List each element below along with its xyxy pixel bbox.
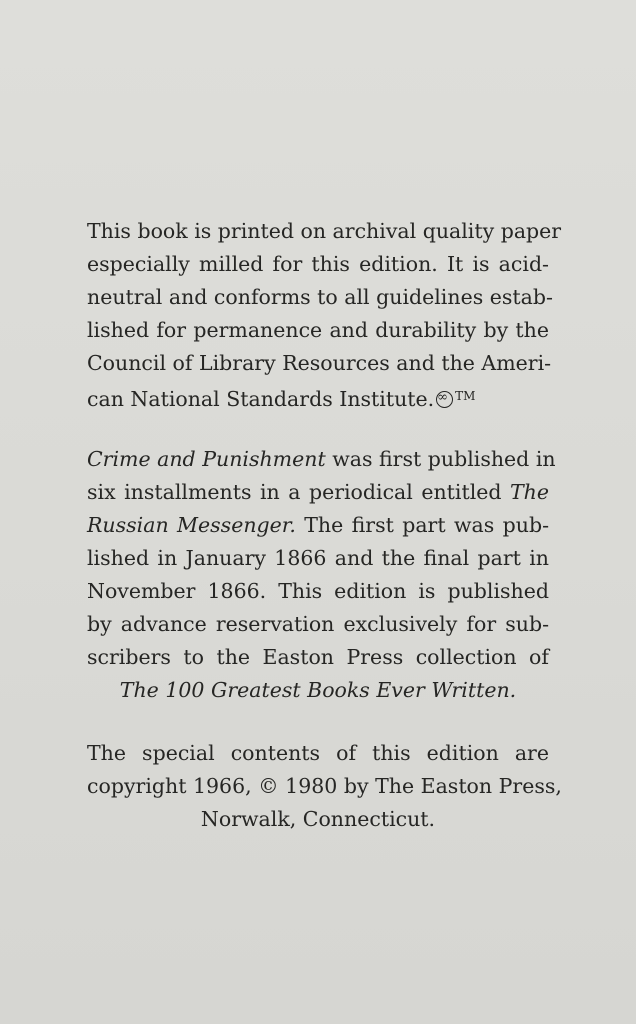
text-line [87,443,556,476]
trademark-symbol: TM [455,389,476,403]
paragraph-gap [87,707,549,737]
text-line: Council of Library Resources and the Ameri- [87,351,552,375]
text-line [87,476,549,509]
text-line: scribers to the Easton Press collection of [87,645,549,669]
text-line: lished in January 1866 and the final part in [87,546,549,570]
text-line: copyright 1966, © 1980 by The Easton Press, [87,774,562,798]
text-line [87,380,549,413]
text-line: lished for permanence and durability by the [87,318,549,342]
text-line: especially milled for this edition. It is acid- [87,252,549,276]
text-line [87,509,549,542]
publisher-location: Norwalk, Connecticut. [200,807,436,831]
publication-history-paragraph [87,443,556,707]
text-segment: six installments in a periodical entitled [87,480,510,504]
text-segment: was first published in [325,447,556,471]
copyright-paragraph [87,737,562,836]
text-segment: The first part was pub- [295,513,549,537]
book-title: Crime and Punishment [87,447,326,471]
copyright-text-block [87,215,562,836]
archival-paper-paragraph [87,215,562,413]
permanence-infinity-icon [436,391,453,408]
text-segment: can National Standards Institute. [87,387,435,411]
periodical-title-end: Russian Messenger. [87,513,296,537]
text-line: by advance reservation exclusively for sub- [87,612,549,636]
collection-title: The 100 Greatest Books Ever Written. [119,678,517,702]
text-line: neutral and conforms to all guidelines estab- [87,285,553,309]
periodical-title-start: The [509,480,549,504]
text-line: The special contents of this edition are [87,741,549,765]
text-line: November 1866. This edition is published [87,579,549,603]
paragraph-gap [87,413,549,443]
text-line: This book is printed on archival quality paper [87,219,562,243]
